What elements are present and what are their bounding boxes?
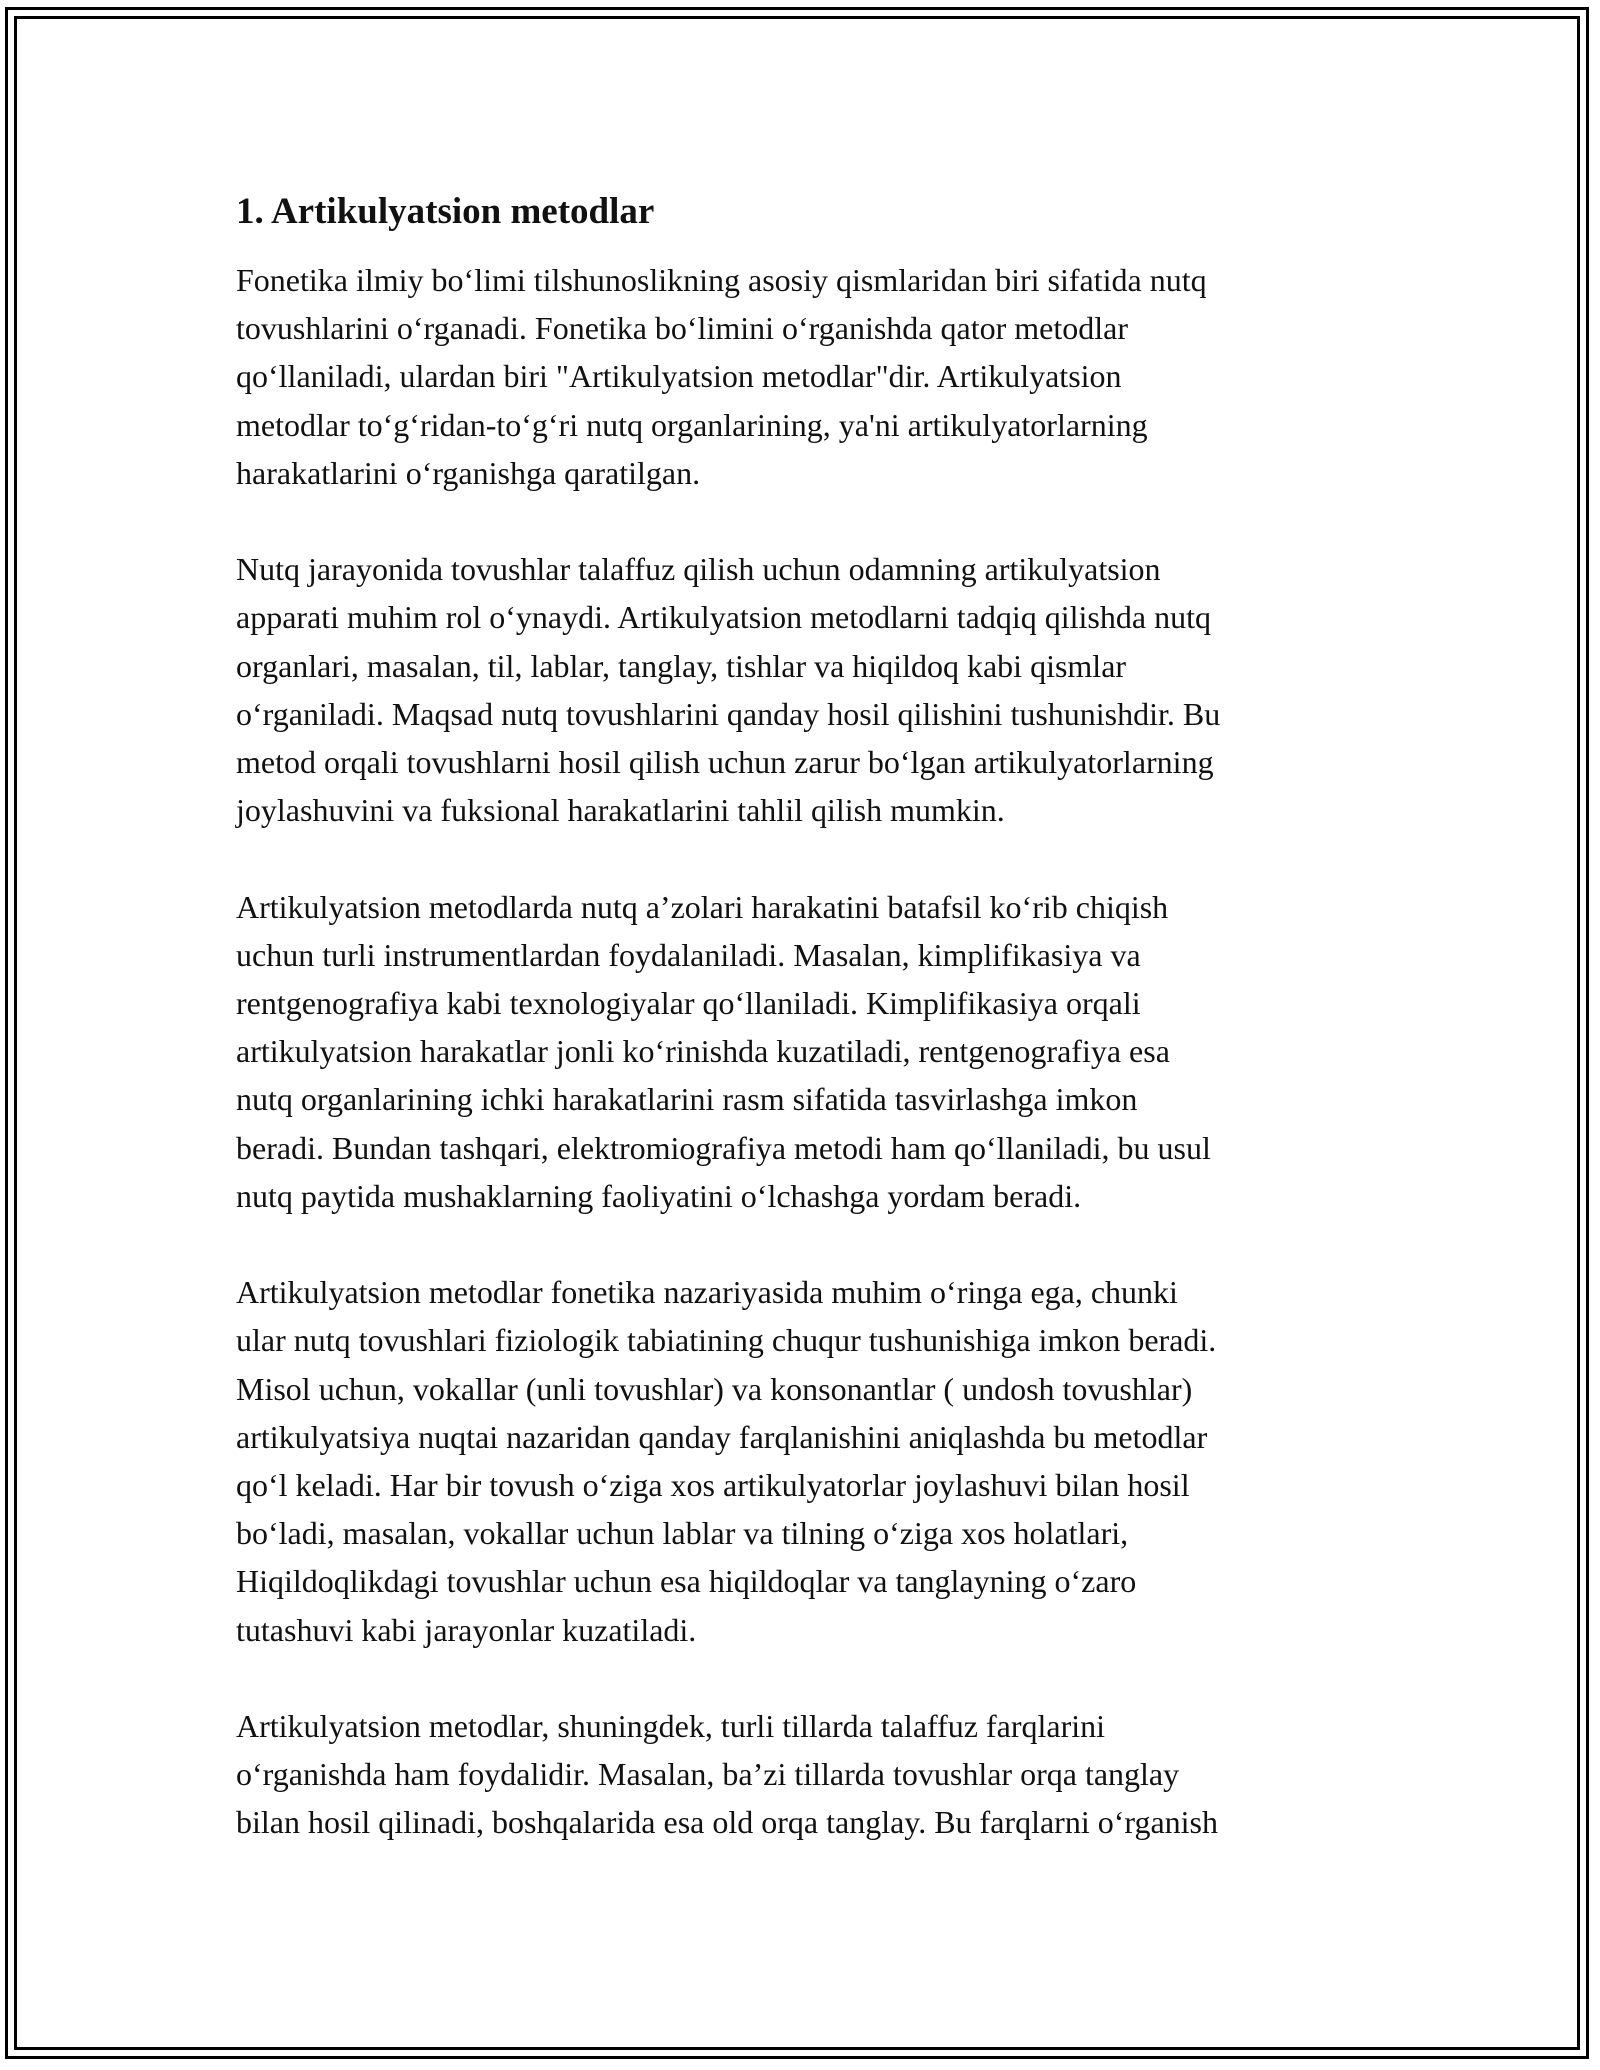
- text-line: artikulyatsiya nuqtai nazaridan qanday farqlanishini aniqlashda bu metodlar: [236, 1418, 1208, 1455]
- text-line: harakatlarini o‘rganishga qaratilgan.: [236, 454, 701, 491]
- text-line: organlari, masalan, til, lablar, tanglay, tishlar va hiqildoq kabi qismlar: [236, 647, 1127, 684]
- text-line: Artikulyatsion metodlarda nutq a’zolari harakatini batafsil ko‘rib chiqish: [236, 888, 1169, 925]
- text-line: Nutq jarayonida tovushlar talaffuz qilish uchun odamning artikulyatsion: [236, 551, 1161, 588]
- text-line: bo‘ladi, masalan, vokallar uchun lablar va tilning o‘ziga xos holatlari,: [236, 1515, 1129, 1552]
- text-line: metodlar to‘g‘ridan-to‘g‘ri nutq organlarining, ya'ni artikulyatorlarning: [236, 406, 1148, 443]
- text-line: qo‘l keladi. Har bir tovush o‘ziga xos artikulyatorlar joylashuvi bilan hosil: [236, 1467, 1190, 1504]
- document-body: [236, 188, 1376, 1895]
- text-line: nutq paytida mushaklarning faoliyatini o‘lchashga yordam beradi.: [236, 1177, 1082, 1214]
- paragraph-1: [236, 256, 1376, 497]
- text-line: apparati muhim rol o‘ynaydi. Artikulyatsion metodlarni tadqiq qilishda nutq: [236, 599, 1211, 636]
- text-line: artikulyatsion harakatlar jonli ko‘rinishda kuzatiladi, rentgenografiya esa: [236, 1033, 1170, 1070]
- text-line: o‘rganiladi. Maqsad nutq tovushlarini qanday hosil qilishini tushunishdir. Bu: [236, 695, 1221, 732]
- text-line: Fonetika ilmiy bo‘limi tilshunoslikning asosiy qismlaridan biri sifatida nutq: [236, 262, 1207, 298]
- paragraph-4: [236, 1268, 1376, 1654]
- text-line: o‘rganishda ham foydalidir. Masalan, ba’zi tillarda tovushlar orqa tanglay: [236, 1756, 1180, 1793]
- text-line: tovushlarini o‘rganadi. Fonetika bo‘limini o‘rganishda qator metodlar: [236, 310, 1128, 347]
- text-line: uchun turli instrumentlardan foydalaniladi. Masalan, kimplifikasiya va: [236, 936, 1141, 973]
- text-line: Hiqildoqlikdagi tovushlar uchun esa hiqildoqlar va tanglayning o‘zaro: [236, 1563, 1137, 1600]
- paragraph-5: [236, 1702, 1376, 1847]
- paragraph-3: [236, 883, 1376, 1220]
- text-line: tutashuvi kabi jarayonlar kuzatiladi.: [236, 1611, 697, 1648]
- text-line: qo‘llaniladi, ulardan biri "Artikulyatsion metodlar"dir. Artikulyatsion: [236, 358, 1122, 395]
- text-line: rentgenografiya kabi texnologiyalar qo‘llaniladi. Kimplifikasiya orqali: [236, 985, 1141, 1022]
- text-line: joylashuvini va fuksional harakatlarini tahlil qilish mumkin.: [236, 792, 1005, 829]
- paragraph-2: [236, 545, 1376, 834]
- text-line: Artikulyatsion metodlar fonetika nazariyasida muhim o‘ringa ega, chunki: [236, 1274, 1178, 1311]
- text-line: nutq organlarining ichki harakatlarini rasm sifatida tasvirlashga imkon: [236, 1081, 1138, 1118]
- text-line: Misol uchun, vokallar (unli tovushlar) va konsonantlar ( undosh tovushlar): [236, 1370, 1193, 1407]
- text-line: Artikulyatsion metodlar, shuningdek, turli tillarda talaffuz farqlarini: [236, 1708, 1105, 1745]
- text-line: metod orqali tovushlarni hosil qilish uchun zarur bo‘lgan artikulyatorlarning: [236, 744, 1214, 781]
- text-line: bilan hosil qilinadi, boshqalarida esa old orqa tanglay. Bu farqlarni o‘rganish: [236, 1804, 1218, 1841]
- text-line: beradi. Bundan tashqari, elektromiografiya metodi ham qo‘llaniladi, bu usul: [236, 1129, 1211, 1166]
- section-heading: 1. Artikulyatsion metodlar: [236, 191, 655, 232]
- text-line: ular nutq tovushlari fiziologik tabiatining chuqur tushunishiga imkon beradi.: [236, 1322, 1217, 1359]
